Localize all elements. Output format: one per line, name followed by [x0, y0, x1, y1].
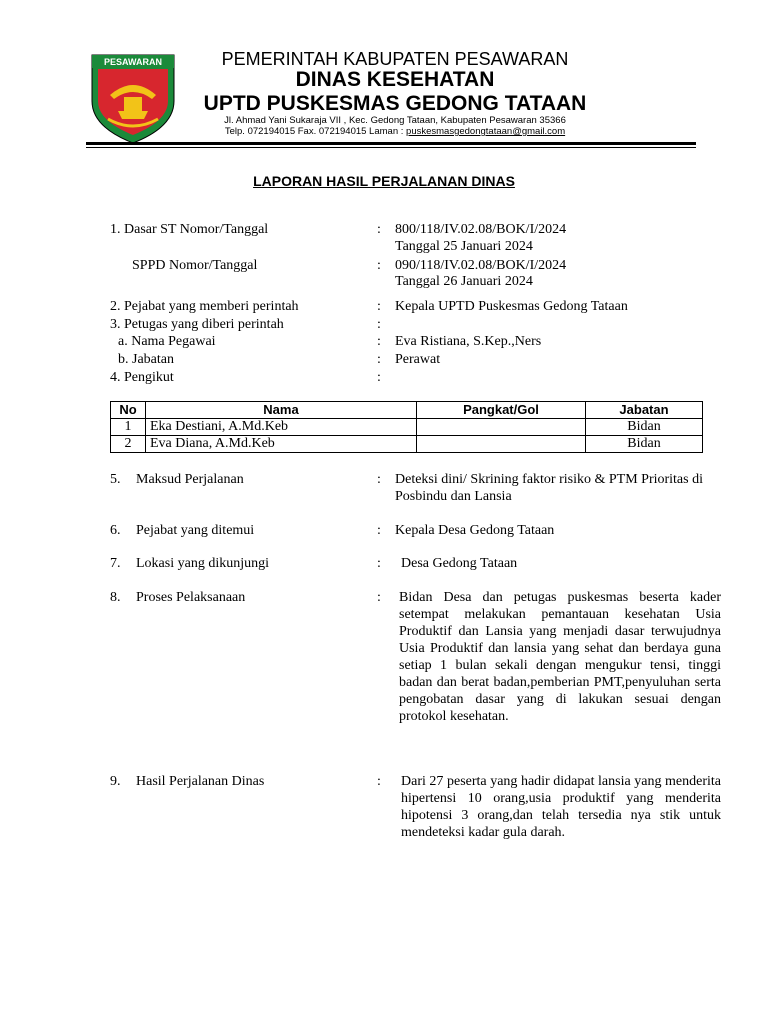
item-number: 7.	[110, 556, 121, 571]
header-rule-thin	[86, 147, 696, 148]
label-dasar-st: 1. Dasar ST Nomor/Tanggal	[110, 222, 269, 237]
colon: :	[377, 556, 381, 571]
item-number: 8.	[110, 590, 121, 605]
label-petugas: 3. Petugas yang diberi perintah	[110, 317, 284, 332]
colon: :	[377, 334, 381, 349]
label-lokasi: Lokasi yang dikunjungi	[136, 556, 269, 571]
value-hasil: Dari 27 peserta yang hadir didapat lansia yang menderita hipertensi 10 orang,usia produktif yang menderita hipotensi 3 orang,dan telah tersedia nya stik untuk mendeteksi kadar gula darah.	[401, 774, 721, 840]
colon: :	[377, 299, 381, 314]
colon: :	[377, 590, 381, 605]
label-maksud: Maksud Perjalanan	[136, 472, 244, 487]
cell-jabatan: Bidan	[586, 436, 703, 453]
cell-pangkat	[417, 436, 586, 453]
header-contact-text: Telp. 072194015 Fax. 072194015 Laman :	[224, 126, 407, 137]
header-address: Jl. Ahmad Yani Sukaraja VII , Kec. Gedong Tataan, Kabupaten Pesawaran 35366	[224, 115, 566, 126]
colon: :	[377, 774, 381, 789]
value-pejabat-ditemui: Kepala Desa Gedong Tataan	[395, 523, 555, 538]
cell-no: 2	[111, 436, 146, 453]
column-header-pangkat: Pangkat/Gol	[417, 402, 586, 419]
item-number: 5.	[110, 472, 121, 487]
cell-nama: Eka Destiani, A.Md.Keb	[146, 419, 417, 436]
header-rule-thick	[86, 142, 696, 145]
column-header-no: No	[111, 402, 146, 419]
label-jabatan: b. Jabatan	[118, 352, 174, 367]
cell-jabatan: Bidan	[586, 419, 703, 436]
document-title: LAPORAN HASIL PERJALANAN DINAS	[253, 173, 515, 189]
colon: :	[377, 370, 381, 385]
cell-pangkat	[417, 419, 586, 436]
header-email-link[interactable]: puskesmasgedongtataan@gmail.com	[406, 126, 566, 137]
label-sppd: SPPD Nomor/Tanggal	[132, 258, 258, 273]
header-agency: DINAS KESEHATAN	[295, 68, 495, 91]
label-pengikut: 4. Pengikut	[110, 370, 174, 385]
colon: :	[377, 523, 381, 538]
value-nama-pegawai: Eva Ristiana, S.Kep.,Ners	[395, 334, 542, 349]
staff-table	[110, 401, 703, 453]
item-number: 9.	[110, 774, 121, 789]
cell-no: 1	[111, 419, 146, 436]
value-lokasi: Desa Gedong Tataan	[401, 556, 518, 571]
value-maksud: Deteksi dini/ Skrining faktor risiko & PTM Prioritas di Posbindu dan Lansia	[395, 472, 703, 504]
label-pejabat-pemberi: 2. Pejabat yang memberi perintah	[110, 299, 299, 314]
colon: :	[377, 222, 381, 237]
header-government: PEMERINTAH KABUPATEN PESAWARAN	[221, 49, 569, 69]
value-proses: Bidan Desa dan petugas puskesmas beserta kader setempat melakukan pemantauan kesehatan Usia Produktif dan Lansia yang menjadi dasar terwujudnya Usia Produktif dan lansia yang sehat dan berdaya guna setiap 1 bulan sekali dengan mengukur tensi, tinggi badan dan berat badan,pemberian PMT,penyuluhan serta pengobatan dasar yang di lakukan sesuai dengan protokol kesehatan.	[399, 590, 721, 724]
pesawaran-logo	[88, 53, 178, 145]
label-pejabat-ditemui: Pejabat yang ditemui	[136, 523, 255, 538]
value-dasar-st-nomor: 800/118/IV.02.08/BOK/I/2024	[395, 222, 567, 237]
colon: :	[377, 317, 381, 332]
label-nama-pegawai: a. Nama Pegawai	[118, 334, 216, 349]
colon: :	[377, 258, 381, 273]
table-header-row	[111, 402, 703, 419]
colon: :	[377, 352, 381, 367]
colon: :	[377, 472, 381, 487]
svg-text:PESAWARAN: PESAWARAN	[103, 57, 163, 67]
table-row	[111, 419, 703, 436]
table-row	[111, 436, 703, 453]
value-sppd-tanggal: Tanggal 26 Januari 2024	[395, 274, 533, 289]
header-institution: UPTD PUSKESMAS GEDONG TATAAN	[203, 92, 587, 115]
cell-nama: Eva Diana, A.Md.Keb	[146, 436, 417, 453]
value-jabatan: Perawat	[395, 352, 441, 367]
value-pejabat-pemberi: Kepala UPTD Puskesmas Gedong Tataan	[395, 299, 628, 314]
item-number: 6.	[110, 523, 121, 538]
header-contact	[190, 126, 600, 137]
column-header-jabatan: Jabatan	[586, 402, 703, 419]
value-sppd-nomor: 090/118/IV.02.08/BOK/I/2024	[395, 258, 567, 273]
column-header-nama: Nama	[146, 402, 417, 419]
label-hasil: Hasil Perjalanan Dinas	[136, 774, 265, 789]
label-proses: Proses Pelaksanaan	[136, 590, 246, 605]
value-dasar-st-tanggal: Tanggal 25 Januari 2024	[395, 239, 533, 254]
